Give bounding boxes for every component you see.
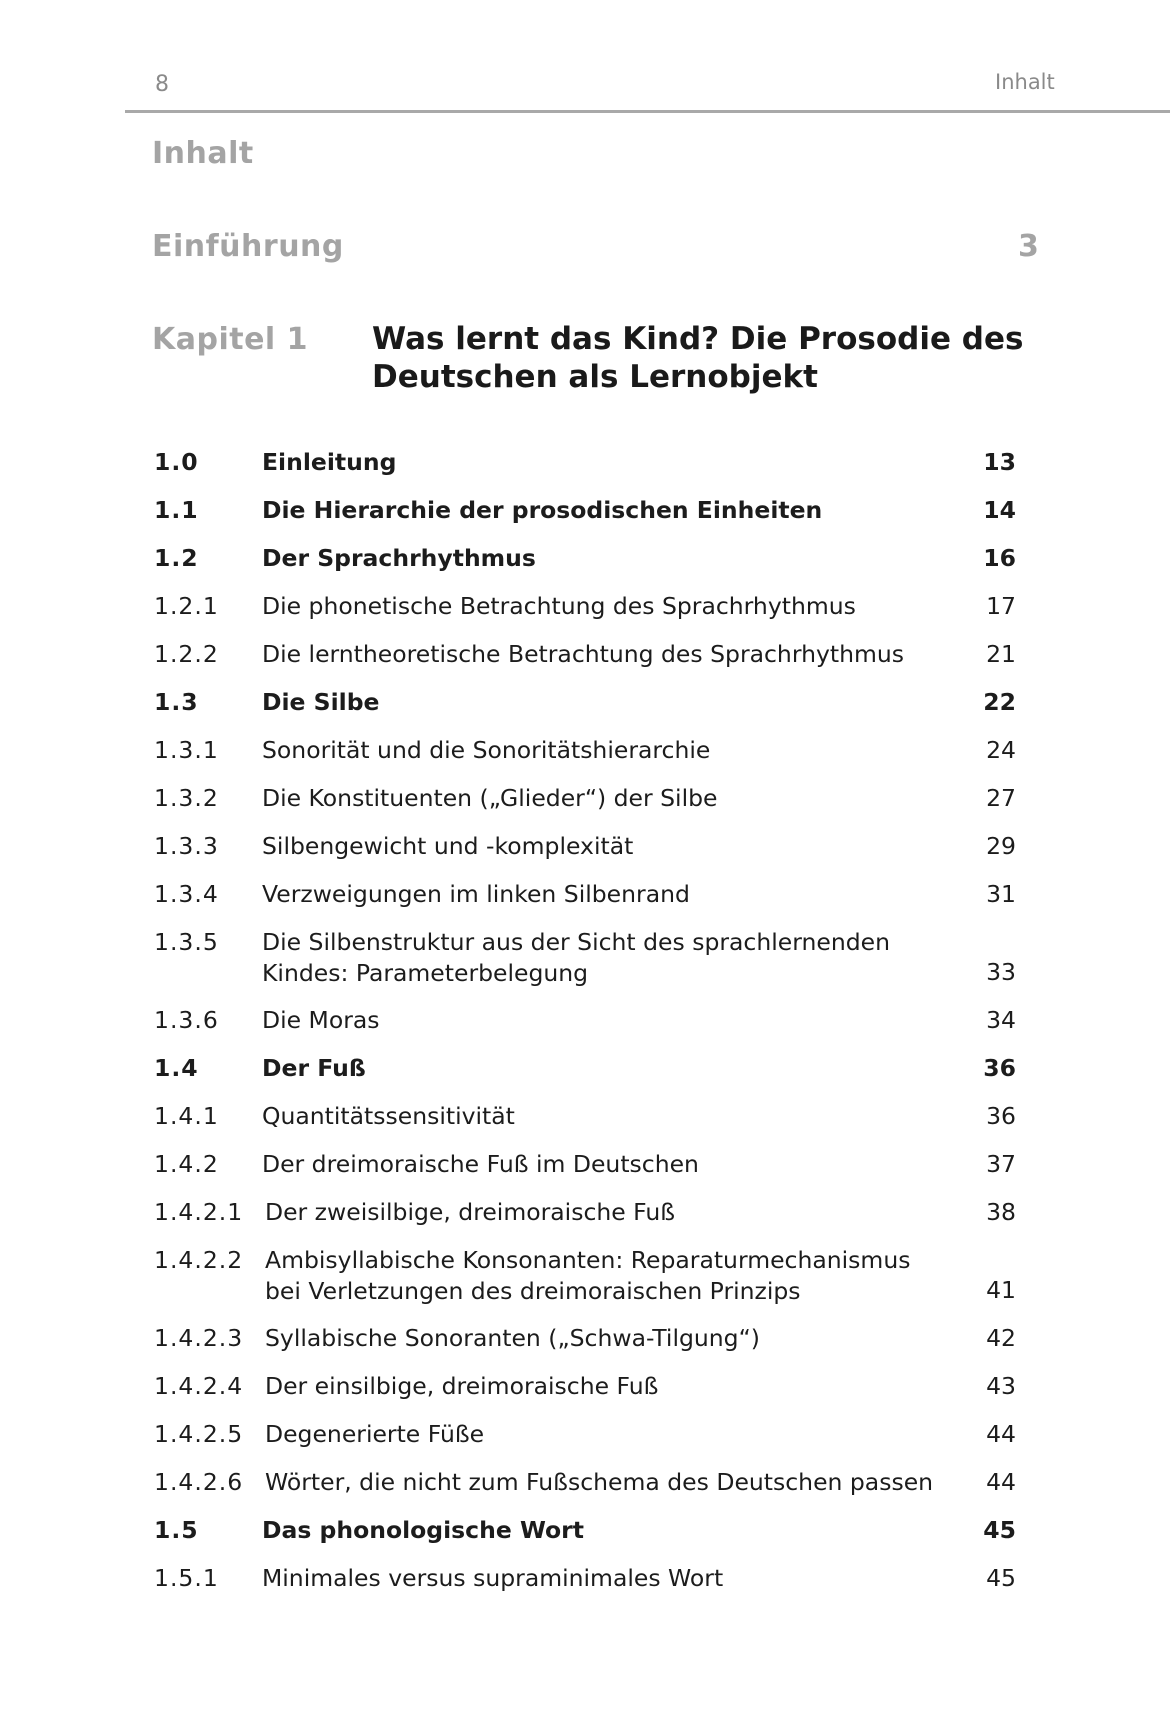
- toc-entry: [152, 879, 1052, 927]
- toc-entry-page: 27: [986, 784, 1016, 812]
- toc-entry-title: [262, 447, 1002, 478]
- toc-entry-page: 22: [983, 688, 1016, 716]
- toc-entry-number: 1.3.2: [154, 784, 219, 812]
- toc-entry-page: 41: [986, 1276, 1016, 1304]
- introduction-label: Einführung: [152, 229, 344, 264]
- toc-entry-page: 42: [986, 1324, 1016, 1352]
- toc-entry-title: [265, 1197, 1005, 1228]
- toc-entry: [152, 1245, 1052, 1323]
- toc-title: Inhalt: [152, 136, 254, 171]
- toc-entry-title: [262, 783, 1002, 814]
- toc-entry-title-line: Minimales versus supraminimales Wort: [262, 1564, 724, 1592]
- toc-entry-number: 1.4.2.3: [154, 1324, 244, 1352]
- toc-entry-page: 14: [983, 496, 1016, 524]
- toc-entry: [152, 591, 1052, 639]
- toc-entry-number: 1.5: [154, 1516, 199, 1544]
- toc-entry-title-line: Die Konstituenten („Glieder“) der Silbe: [262, 784, 718, 812]
- toc-entry-page: 13: [983, 448, 1016, 476]
- toc-entry-title-line: Der Sprachrhythmus: [262, 544, 536, 572]
- toc-entry-title-line: Das phonologische Wort: [262, 1516, 585, 1544]
- toc-entry-number: 1.4.2: [154, 1150, 219, 1178]
- toc-entry-number: 1.3.6: [154, 1006, 219, 1034]
- toc-entry: [152, 687, 1052, 735]
- toc-entry: [152, 1101, 1052, 1149]
- toc-entry-title-line: Die phonetische Betrachtung des Sprachrhythmus: [262, 592, 856, 620]
- toc-entry: [152, 1515, 1052, 1563]
- toc-entry-page: 45: [983, 1516, 1016, 1544]
- toc-entry-number: 1.3.5: [154, 928, 219, 956]
- toc-entry-title-line: Wörter, die nicht zum Fußschema des Deutschen passen: [265, 1468, 934, 1496]
- toc-entry-title: [262, 1149, 1002, 1180]
- chapter-label: Kapitel 1: [152, 322, 309, 357]
- toc-entry-number: 1.4.2.5: [154, 1420, 244, 1448]
- toc-entry-title-line: Der zweisilbige, dreimoraische Fuß: [265, 1198, 676, 1226]
- toc-entry-number: 1.3: [154, 688, 199, 716]
- toc-entry-page: 44: [986, 1420, 1016, 1448]
- toc-entry-page: 43: [986, 1372, 1016, 1400]
- toc-entry-title: [262, 591, 1002, 622]
- toc-entry-number: 1.0: [154, 448, 199, 476]
- toc-entry-title-line: Der Fuß: [262, 1054, 366, 1082]
- toc-entry-page: 38: [986, 1198, 1016, 1226]
- toc-entry: [152, 1467, 1052, 1515]
- toc-entry: [152, 495, 1052, 543]
- toc-entry-title: [262, 495, 1002, 526]
- toc-entry-title: [262, 1563, 1002, 1594]
- toc-entry-title-line: Verzweigungen im linken Silbenrand: [262, 880, 690, 908]
- toc-entry-title-line: Die Hierarchie der prosodischen Einheiten: [262, 496, 823, 524]
- toc-entry-number: 1.4.2.6: [154, 1468, 244, 1496]
- toc-entry-page: 45: [986, 1564, 1016, 1592]
- toc-entry-page: 17: [986, 592, 1016, 620]
- toc-entry: [152, 831, 1052, 879]
- toc-entry: [152, 1197, 1052, 1245]
- toc-entry: [152, 927, 1052, 1005]
- toc-entry-title: [262, 639, 1002, 670]
- toc-entry-title: [262, 687, 1002, 718]
- toc-entry-page: 36: [983, 1054, 1016, 1082]
- toc-entry-number: 1.2.1: [154, 592, 219, 620]
- toc-entry-title-line: Degenerierte Füße: [265, 1420, 485, 1448]
- toc-entry-title: [262, 543, 1002, 574]
- toc-entry-title: [262, 735, 1002, 766]
- running-title: Inhalt: [995, 70, 1055, 94]
- toc-entry: [152, 1005, 1052, 1053]
- toc-entry: [152, 447, 1052, 495]
- toc-entry: [152, 1053, 1052, 1101]
- toc-entry-number: 1.4.2.2: [154, 1246, 244, 1274]
- toc-entry-title-line: bei Verletzungen des dreimoraischen Prinzips: [265, 1277, 801, 1305]
- toc-entry-title-line: Die Moras: [262, 1006, 380, 1034]
- toc-entry-number: 1.2.2: [154, 640, 219, 668]
- toc-entry-number: 1.4.2.1: [154, 1198, 244, 1226]
- toc-entry-number: 1.3.3: [154, 832, 219, 860]
- toc-entry-title-line: Der dreimoraische Fuß im Deutschen: [262, 1150, 699, 1178]
- toc-entry-page: 24: [986, 736, 1016, 764]
- toc-entry-title: [265, 1245, 1005, 1307]
- toc-entry-number: 1.1: [154, 496, 199, 524]
- toc-entry-title-line: Einleitung: [262, 448, 397, 476]
- toc-entry-title: [262, 927, 1002, 989]
- page-number: 8: [155, 72, 169, 97]
- toc-entry: [152, 1371, 1052, 1419]
- toc-entry-title-line: Die Silbenstruktur aus der Sicht des sprachlernenden: [262, 928, 890, 956]
- toc-entry-title: [262, 1515, 1002, 1546]
- toc-entry-page: 21: [986, 640, 1016, 668]
- toc-entry-number: 1.4.1: [154, 1102, 219, 1130]
- toc-entry-page: 36: [986, 1102, 1016, 1130]
- toc-entry-page: 37: [986, 1150, 1016, 1178]
- toc-entry-title-line: Ambisyllabische Konsonanten: Reparaturmechanismus: [265, 1246, 911, 1274]
- chapter-title-line: Was lernt das Kind? Die Prosodie des: [372, 321, 1024, 357]
- toc-entry: [152, 1149, 1052, 1197]
- toc-entry-title-line: Syllabische Sonoranten („Schwa-Tilgung“): [265, 1324, 760, 1352]
- toc-entry-page: 33: [986, 958, 1016, 986]
- toc-entry-page: 31: [986, 880, 1016, 908]
- toc-entry-title-line: Kindes: Parameterbelegung: [262, 959, 589, 987]
- toc-entry: [152, 639, 1052, 687]
- toc-entry-title-line: Die lerntheoretische Betrachtung des Sprachrhythmus: [262, 640, 905, 668]
- toc-entry-title: [265, 1371, 1005, 1402]
- toc-entry: [152, 1419, 1052, 1467]
- toc-entry-number: 1.2: [154, 544, 199, 572]
- toc-entry: [152, 1563, 1052, 1611]
- toc-entry-number: 1.4: [154, 1054, 199, 1082]
- toc-entry-title-line: Silbengewicht und -komplexität: [262, 832, 634, 860]
- toc-entry-title: [262, 1101, 1002, 1132]
- toc-entry-page: 29: [986, 832, 1016, 860]
- chapter-title: [372, 320, 1072, 396]
- toc-entry-title-line: Sonorität und die Sonoritätshierarchie: [262, 736, 711, 764]
- toc-entry-number: 1.5.1: [154, 1564, 219, 1592]
- toc-entry: [152, 1323, 1052, 1371]
- toc-entry-title: [262, 831, 1002, 862]
- toc-entry-number: 1.3.1: [154, 736, 219, 764]
- toc-entry-title-line: Der einsilbige, dreimoraische Fuß: [265, 1372, 659, 1400]
- toc-entry: [152, 783, 1052, 831]
- toc-entry-number: 1.4.2.4: [154, 1372, 244, 1400]
- toc-entry-title: [262, 1053, 1002, 1084]
- toc-entry-page: 34: [986, 1006, 1016, 1034]
- toc-list: [152, 447, 1052, 1611]
- toc-entry-title-line: Quantitätssensitivität: [262, 1102, 515, 1130]
- toc-entry-number: 1.3.4: [154, 880, 219, 908]
- toc-entry-title: [262, 879, 1002, 910]
- toc-entry: [152, 735, 1052, 783]
- toc-entry-page: 16: [983, 544, 1016, 572]
- introduction-page: 3: [1018, 229, 1039, 264]
- toc-entry-page: 44: [986, 1468, 1016, 1496]
- toc-entry-title-line: Die Silbe: [262, 688, 380, 716]
- toc-entry-title: [265, 1419, 1005, 1450]
- chapter-title-line: Deutschen als Lernobjekt: [372, 359, 818, 395]
- toc-entry-title: [265, 1323, 1005, 1354]
- running-header: [125, 66, 1170, 113]
- toc-entry-title: [262, 1005, 1002, 1036]
- toc-entry: [152, 543, 1052, 591]
- toc-entry-title: [265, 1467, 1005, 1498]
